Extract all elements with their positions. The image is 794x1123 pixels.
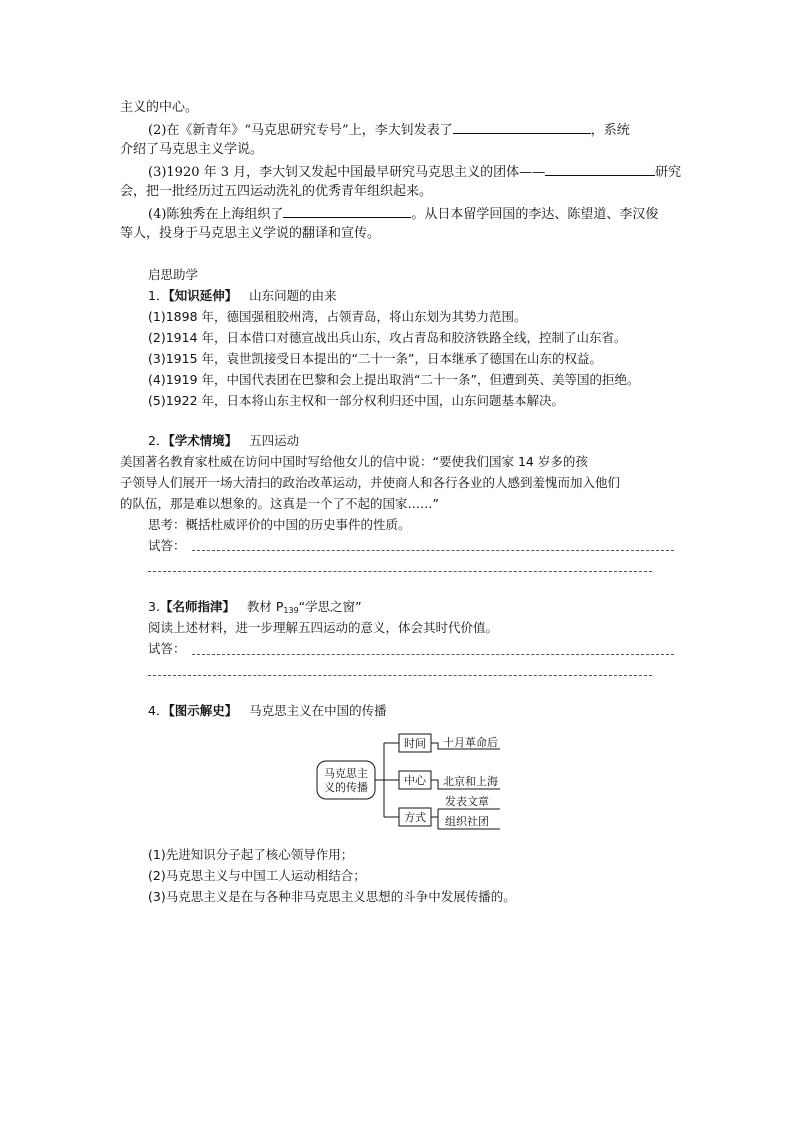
answer-label: 试答： (148, 641, 186, 656)
text-line: 主义的中心。 (120, 100, 199, 115)
text-fragment: (3)1920 年 3 月，李大钊又发起中国最早研究马克思主义的团体—— (148, 165, 546, 180)
text-line: 介绍了马克思主义学说。 (120, 142, 264, 157)
mindmap-branch-label: 方式 (404, 811, 426, 824)
item-tag: 【学术情境】 (168, 433, 238, 448)
text-line (148, 162, 681, 182)
item-number: 2． (148, 433, 169, 448)
item-tag: 【名师指津】 (159, 599, 235, 614)
text-line: 美国著名教育家杜威在访问中国时写给他女儿的信中说：“要使我们国家 14 岁多的孩 (120, 454, 588, 469)
answer-line[interactable] (192, 654, 674, 655)
list-item: (2)马克思主义与中国工人运动相结合； (148, 868, 366, 883)
item-heading (148, 598, 362, 620)
answer-line[interactable] (148, 571, 652, 572)
text-line (148, 120, 630, 140)
list-item: (2)1914 年，日本借口对德宣战出兵山东，攻占青岛和胶济铁路全线，控制了山东省。 (148, 330, 627, 345)
text-line: 等人，投身于马克思主义学说的翻译和宣传。 (120, 226, 381, 241)
text-line (148, 204, 658, 224)
fill-blank[interactable] (283, 204, 411, 218)
text-line: 阅读上述材料，进一步理解五四运动的意义，体会其时代价值。 (148, 620, 499, 635)
list-item: (3)1915 年，袁世凯接受日本提出的“二十一条”，日本继承了德国在山东的权益。 (148, 351, 602, 366)
answer-line[interactable] (192, 550, 674, 551)
mindmap-leaf-label: 发表文章 (445, 795, 489, 808)
item-heading (148, 287, 337, 305)
fill-blank[interactable] (453, 120, 591, 134)
item-title: “学思之窗” (298, 599, 362, 614)
item-heading (148, 702, 387, 720)
item-number: 4． (148, 703, 169, 718)
text-fragment: (2)在《新青年》“马克思研究专号”上，李大钊发表了 (148, 123, 453, 138)
answer-label: 试答： (148, 538, 186, 553)
mindmap-branch-label: 中心 (404, 774, 426, 787)
list-item: (3)马克思主义是在与各种非马克思主义思想的斗争中发展传播的。 (148, 889, 516, 904)
text-line: 的队伍，那是难以想象的。这真是一个了不起的国家……” (120, 496, 439, 511)
mindmap-root-text: 义的传播 (324, 781, 368, 794)
item-title: 山东问题的由来 (249, 288, 337, 303)
list-item: (5)1922 年，日本将山东主权和一部分权利归还中国，山东问题基本解决。 (148, 393, 564, 408)
text-fragment: ，系统 (590, 123, 630, 138)
mindmap-leaf-label: 北京和上海 (443, 775, 498, 788)
mindmap-connector (375, 743, 399, 817)
item-title: 五四运动 (249, 433, 300, 448)
list-item: (1)先进知识分子起了核心领导作用； (148, 847, 354, 862)
item-tag: 【知识延伸】 (168, 288, 238, 303)
fill-blank[interactable] (545, 162, 655, 176)
mindmap-diagram (300, 725, 520, 840)
item-number: 1． (148, 288, 169, 303)
item-title: 教材 P (246, 599, 284, 614)
text-fragment: (4)陈独秀在上海组织了 (148, 207, 284, 222)
item-tag: 【图示解史】 (168, 703, 238, 718)
answer-line[interactable] (148, 675, 652, 676)
text-line: 会，把一批经历过五四运动洗礼的优秀青年组织起来。 (120, 184, 433, 199)
text-fragment: 。从日本留学回国的李达、陈望道、李汉俊 (411, 207, 659, 222)
text-fragment: 研究 (655, 165, 682, 180)
item-number: 3. (148, 599, 160, 614)
text-line: 子领导人们展开一场大清扫的政治改革运动，并使商人和各行各业的人感到羞愧而加入他们 (120, 475, 621, 490)
list-item: (4)1919 年，中国代表团在巴黎和会上提出取消“二十一条”，但遭到英、美等国的拒绝。 (148, 372, 640, 387)
mindmap-leaf-label: 组织社团 (445, 815, 489, 828)
think-prompt: 思考：概括杜威评价的中国的历史事件的性质。 (148, 517, 411, 532)
section-title: 启思助学 (148, 267, 199, 282)
page-subscript: 139 (283, 606, 299, 615)
mindmap-branch-label: 时间 (404, 737, 426, 750)
item-heading (148, 432, 299, 450)
item-title: 马克思主义在中国的传播 (249, 703, 387, 718)
mindmap-leaf-label: 十月革命后 (443, 736, 498, 749)
mindmap-root-text: 马克思主 (324, 767, 368, 780)
list-item: (1)1898 年，德国强租胶州湾，占领青岛，将山东划为其势力范围。 (148, 309, 527, 324)
